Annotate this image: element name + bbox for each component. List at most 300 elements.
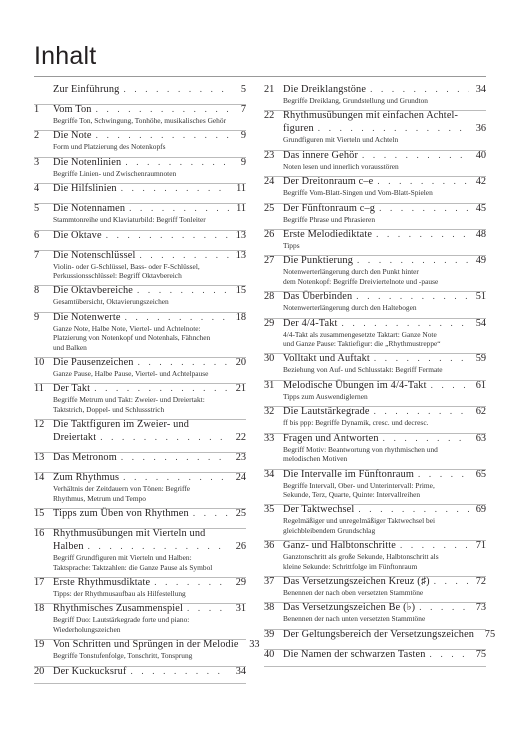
entry-title: Der Kuckucksruf	[53, 665, 127, 677]
toc-column-right	[264, 83, 496, 665]
entry-number: 5	[34, 203, 40, 215]
leader-dots	[356, 290, 469, 303]
entry-number: 23	[264, 149, 275, 161]
entry-page-number: 31	[235, 603, 246, 615]
entry-page-number: 75	[484, 628, 496, 640]
entry-description: Verhältnis der Zeitdauern von Tönen: Begriffe	[53, 484, 191, 494]
entry-title: Das Versetzungszeichen Kreuz (♯)	[283, 575, 430, 587]
entry-number: 37	[264, 575, 275, 587]
toc-entry-row	[34, 156, 246, 169]
entry-description: Begriffe Metrum und Takt: Zweier- und Dreiertakt:	[53, 395, 205, 405]
entry-title: Der Geltungsbereich der Versetzungszeichen	[283, 628, 475, 640]
entry-number: 24	[264, 176, 275, 188]
leader-dots	[125, 311, 229, 324]
toc-entry-row	[264, 379, 486, 392]
leader-dots	[400, 539, 469, 552]
entry-description: melodischen Motiven	[283, 454, 348, 464]
leader-dots	[379, 202, 469, 215]
title-divider	[34, 76, 486, 77]
toc-entry-row	[264, 539, 486, 552]
toc-entry-row	[264, 432, 486, 445]
entry-description: Taktstrich, Doppel- und Schlussstrich	[53, 404, 165, 414]
entry-number: 29	[264, 317, 275, 329]
toc-entry-row	[264, 628, 496, 641]
entry-title: Die Oktave	[53, 229, 102, 241]
leader-dots	[129, 202, 229, 215]
leader-dots	[376, 228, 469, 241]
entry-title: Die Intervalle im Fünftonraum	[283, 468, 415, 480]
entry-title: Ganz- und Halbtonschritte	[283, 540, 396, 552]
leader-dots	[137, 284, 229, 297]
entry-description: Benennen der nach unten versetzten Stammtöne	[283, 614, 426, 624]
entry-page-number: 45	[475, 202, 486, 214]
entry-divider	[34, 683, 246, 684]
entry-number: 40	[264, 648, 275, 660]
toc-entry-row	[264, 575, 486, 588]
toc-entry-row	[34, 182, 246, 195]
entry-number: 12	[34, 419, 45, 431]
entry-page-number: 13	[235, 229, 246, 241]
toc-entry-row	[264, 503, 486, 516]
toc-entry[interactable]	[34, 83, 246, 103]
entry-description: Begriff Grundfiguren mit Vierteln und Halben:	[53, 553, 192, 563]
entry-title: Rhythmisches Zusammenspiel	[53, 603, 184, 615]
leader-dots	[154, 576, 229, 589]
toc-entry[interactable]	[264, 317, 486, 353]
entry-title: Die Hilfslinien	[53, 183, 117, 195]
toc-entry-row	[264, 352, 486, 365]
entry-title-continued: Halben	[53, 541, 84, 553]
entry-title: Zur Einführung	[53, 84, 120, 95]
toc-entry-row	[34, 471, 246, 484]
toc-entry-row	[34, 665, 246, 678]
entry-number: 7	[34, 249, 40, 261]
entry-number: 9	[34, 311, 40, 323]
entry-number: 13	[34, 452, 45, 464]
entry-number: 38	[264, 602, 275, 614]
entry-number: 6	[34, 229, 40, 241]
toc-entry-row	[34, 602, 246, 615]
toc-entry[interactable]	[264, 109, 486, 148]
entry-page-number: 25	[235, 508, 246, 520]
toc-entry[interactable]	[34, 311, 246, 356]
entry-page-number: 11	[236, 183, 246, 195]
entry-page-number: 5	[240, 84, 246, 95]
toc-entry[interactable]	[34, 418, 246, 451]
entry-title: Die Dreiklangstöne	[283, 84, 367, 95]
toc-entry[interactable]	[264, 149, 486, 175]
entry-number: 2	[34, 130, 40, 142]
entry-title-continued: figuren	[283, 123, 314, 135]
toc-entry-row	[264, 122, 486, 135]
entry-description: Tipps zum Auswendiglernen	[283, 391, 368, 401]
toc-entry-row	[34, 249, 246, 262]
entry-page-number: 59	[475, 353, 486, 365]
toc-entry[interactable]	[34, 602, 246, 638]
entry-title: Von Schritten und Sprüngen in der Melodie	[53, 639, 239, 651]
entry-description: kleine Sekunde: Schrittfolge im Fünftonraum	[283, 561, 418, 571]
toc-entry-row	[34, 202, 246, 215]
toc-entry-row	[264, 254, 486, 267]
entry-description: Violin- oder G-Schlüssel, Bass- oder F-Schlüssel,	[53, 261, 200, 271]
entry-number: 19	[34, 639, 45, 651]
entry-title: Erste Rhythmusdiktate	[53, 576, 151, 588]
toc-entry[interactable]	[264, 628, 496, 648]
leader-dots	[430, 648, 469, 661]
toc-entry[interactable]	[34, 638, 260, 664]
leader-dots	[138, 356, 229, 369]
toc-entry[interactable]	[34, 576, 246, 602]
toc-entry[interactable]	[34, 103, 246, 129]
entry-title: Die Pausenzeichen	[53, 357, 134, 369]
entry-number: 31	[264, 379, 275, 391]
toc-entry-row	[34, 129, 246, 142]
entry-description: Begriffe Dreiklang, Grundstellung und Grundton	[283, 96, 428, 105]
leader-dots	[94, 382, 229, 395]
entry-page-number: 63	[475, 432, 486, 444]
entry-number: 17	[34, 576, 45, 588]
toc-entry-row	[264, 83, 486, 96]
entry-title: Die Namen der schwarzen Tasten	[283, 648, 426, 660]
entry-title: Die Notennamen	[53, 203, 126, 215]
entry-title: Der Dreitonraum c–e	[283, 176, 374, 188]
entry-description: Platzierung von Notenkopf und Notenhals, Fähnchen	[53, 333, 211, 343]
entry-number: 39	[264, 628, 275, 640]
leader-dots	[121, 451, 229, 464]
toc-entry-row	[34, 638, 260, 651]
entry-description: Rhythmus, Metrum und Tempo	[53, 493, 146, 503]
toc-entry[interactable]	[34, 507, 246, 527]
toc-entry[interactable]	[264, 254, 486, 290]
leader-dots	[418, 468, 469, 481]
leader-dots	[96, 103, 229, 116]
toc-entry-row	[264, 228, 486, 241]
entry-number: 10	[34, 357, 45, 369]
toc-entry-row	[264, 109, 486, 122]
entry-page-number: 33	[249, 639, 260, 651]
leader-dots	[342, 317, 469, 330]
entry-description: Ganze Note, Halbe Note, Viertel- und Achtelnote:	[53, 323, 201, 333]
entry-page-number: 7	[240, 104, 246, 115]
entry-page-number: 13	[235, 249, 246, 261]
toc-entry[interactable]	[34, 182, 246, 202]
toc-entry-row	[264, 317, 486, 330]
entry-title: Der Fünftonraum c–g	[283, 202, 376, 214]
entry-title: Das Überbinden	[283, 291, 353, 303]
entry-page-number: 34	[235, 665, 246, 677]
toc-entry[interactable]	[264, 175, 486, 201]
entry-description: gleichbleibendem Grundschlag	[283, 525, 376, 535]
entry-title: Rhythmusübungen mit einfachen Achtel-	[283, 110, 459, 122]
entry-description: dem Notenkopf: Begriffe Dreiviertelnote und -pause	[283, 276, 439, 286]
toc-entry[interactable]	[34, 129, 246, 155]
entry-number: 11	[34, 383, 44, 395]
leader-dots	[193, 507, 229, 520]
entry-description: Tipps	[283, 241, 300, 251]
entry-page-number: 72	[475, 575, 486, 587]
entry-description: Stammtonreihe und Klaviaturbild: Begriff Tonleiter	[53, 215, 206, 225]
entry-description: Begriffe Linien- und Zwischenraumnoten	[53, 168, 177, 178]
entry-description: Regelmäßiger und unregelmäßiger Taktwechsel bei	[283, 516, 436, 526]
entry-title: Das Metronom	[53, 452, 117, 464]
entry-description: Begriffe Vom-Blatt-Singen und Vom-Blatt-Spielen	[283, 188, 433, 198]
toc-entry-row	[264, 290, 486, 303]
leader-dots	[130, 665, 229, 678]
toc-entry[interactable]	[264, 228, 486, 254]
entry-title: Das Versetzungszeichen Be (♭)	[283, 602, 416, 614]
leader-dots	[88, 540, 229, 553]
entry-title: Die Taktfiguren im Zweier- und	[53, 419, 190, 431]
toc-entry[interactable]	[264, 352, 486, 378]
toc-entry[interactable]	[264, 539, 486, 575]
entry-page-number: 23	[235, 452, 246, 464]
entry-page-number: 71	[475, 540, 486, 552]
toc-entry[interactable]	[34, 471, 246, 507]
entry-page-number: 9	[240, 156, 246, 168]
toc-entry[interactable]	[264, 648, 486, 665]
entry-title: Die Lautstärkegrade	[283, 406, 370, 418]
leader-dots	[123, 471, 229, 484]
entry-title: Die Note	[53, 130, 92, 142]
entry-number: 35	[264, 504, 275, 516]
leader-dots	[121, 182, 229, 195]
entry-number: 21	[264, 84, 275, 95]
toc-entry-row	[34, 229, 246, 242]
entry-description: Benennen der nach oben versetzten Stammtöne	[283, 587, 424, 597]
entry-title: Das innere Gehör	[283, 149, 359, 161]
entry-number: 20	[34, 665, 45, 677]
toc-entry-row	[264, 202, 486, 215]
leader-dots	[419, 601, 469, 614]
toc-entry-row	[34, 431, 246, 444]
entry-description: Form und Platzierung des Notenkopfs	[53, 142, 166, 152]
entry-number: 34	[264, 468, 275, 480]
entry-description: Grundfiguren mit Vierteln und Achteln	[283, 135, 399, 145]
entry-number: 4	[34, 183, 40, 195]
entry-page-number: 9	[240, 130, 246, 142]
toc-entry-row	[34, 83, 246, 96]
entry-page-number: 15	[235, 285, 246, 297]
entry-title: Melodische Übungen im 4/4-Takt	[283, 379, 427, 391]
entry-title: Die Punktierung	[283, 255, 354, 267]
toc-entry[interactable]	[34, 156, 246, 182]
entry-description: Perkussionsschlüssel: Begriff Oktavbereich	[53, 271, 182, 281]
entry-page-number: 69	[475, 504, 486, 516]
entry-page-number: 54	[475, 317, 486, 329]
entry-page-number: 20	[235, 357, 246, 369]
toc-entry-row	[34, 576, 246, 589]
toc-entry[interactable]	[34, 284, 246, 310]
entry-page-number: 73	[475, 602, 486, 614]
toc-entry[interactable]	[264, 575, 486, 601]
toc-entry[interactable]	[264, 503, 486, 539]
entry-description: Begriffe Intervall, Ober- und Unterintervall: Prime,	[283, 480, 435, 490]
entry-title: Volltakt und Auftakt	[283, 353, 370, 365]
entry-title: Der 4/4-Takt	[283, 317, 338, 329]
entry-title: Tipps zum Üben von Rhythmen	[53, 508, 189, 520]
entry-description: Beziehung von Auf- und Schlusstakt: Begriff Fermate	[283, 365, 443, 375]
entry-description: Notenwerterlängerung durch den Haltebogen	[283, 303, 417, 313]
entry-page-number: 65	[475, 468, 486, 480]
toc-entry[interactable]	[264, 405, 486, 431]
entry-page-number: 75	[475, 648, 486, 660]
entry-page-number: 22	[235, 432, 246, 444]
entry-description: und Balken	[53, 342, 87, 352]
entry-number: 28	[264, 291, 275, 303]
entry-title: Die Notenwerte	[53, 311, 121, 323]
entry-title: Die Notenlinien	[53, 156, 122, 168]
entry-description: Gesamtübersicht, Oktavierungszeichen	[53, 297, 169, 307]
toc-entry[interactable]	[264, 290, 486, 316]
toc-entry[interactable]	[264, 432, 486, 468]
leader-dots	[100, 431, 229, 444]
toc-entry[interactable]	[264, 379, 486, 405]
toc-entry-row	[264, 468, 486, 481]
entry-page-number: 61	[475, 379, 486, 391]
entry-description: Begriffe Tonstufenfolge, Tonschritt, Tonsprung	[53, 651, 193, 661]
entry-number: 27	[264, 255, 275, 267]
toc-entry[interactable]	[34, 451, 246, 471]
entry-number: 36	[264, 540, 275, 552]
leader-dots	[370, 83, 469, 96]
entry-title: Vom Ton	[53, 104, 92, 115]
leader-dots	[140, 249, 230, 262]
toc-entry[interactable]	[264, 601, 486, 627]
entry-title: Der Takt	[53, 383, 91, 395]
leader-dots	[318, 122, 469, 135]
leader-dots	[431, 379, 469, 392]
entry-description: Begriffe Phrase und Phrasieren	[283, 214, 376, 224]
toc-entry[interactable]	[264, 468, 486, 504]
toc-entry-row	[34, 103, 246, 116]
toc-entry-row	[34, 356, 246, 369]
entry-number: 25	[264, 202, 275, 214]
entry-page-number: 34	[475, 84, 486, 95]
toc-entry-row	[264, 175, 486, 188]
toc-entry-row	[34, 311, 246, 324]
entry-number: 26	[264, 229, 275, 241]
entry-number: 32	[264, 406, 275, 418]
toc-entry-row	[34, 451, 246, 464]
toc-column-left	[34, 83, 260, 682]
leader-dots	[434, 575, 469, 588]
entry-title: Die Oktavbereiche	[53, 285, 134, 297]
entry-page-number: 49	[475, 255, 486, 267]
leader-dots	[374, 405, 469, 418]
entry-page-number: 62	[475, 406, 486, 418]
toc-entry[interactable]	[34, 527, 246, 576]
entry-title: Erste Melodiediktate	[283, 229, 373, 241]
entry-description: Ganztonschritt als große Sekunde, Halbtonschritt als	[283, 552, 439, 562]
toc-entry-row	[34, 284, 246, 297]
entry-description: Notenwerterlängerung durch den Punkt hinter	[283, 267, 419, 277]
entry-description: Sekunde, Terz, Quarte, Quinte: Intervallreihen	[283, 489, 421, 499]
leader-dots	[362, 149, 469, 162]
entry-page-number: 42	[475, 176, 486, 188]
toc-entry-row	[34, 382, 246, 395]
toc-entry[interactable]	[34, 202, 246, 228]
entry-page-number: 48	[475, 229, 486, 241]
toc-entry[interactable]	[34, 356, 246, 382]
entry-number: 30	[264, 353, 275, 365]
leader-dots	[377, 175, 469, 188]
entry-page-number: 18	[235, 311, 246, 323]
entry-page-number: 21	[235, 383, 246, 395]
leader-dots	[357, 254, 469, 267]
toc-entry[interactable]	[264, 83, 486, 109]
leader-dots	[358, 503, 469, 516]
entry-description: Ganze Pause, Halbe Pause, Viertel- und Achtelpause	[53, 369, 209, 379]
entry-page-number: 36	[475, 123, 486, 135]
toc-entry[interactable]	[34, 382, 246, 418]
leader-dots	[187, 602, 229, 615]
toc-entry[interactable]	[34, 249, 246, 285]
entry-description: und Ganze Pause: Taktiefigur: die „Rhythmustreppe“	[283, 339, 441, 349]
toc-entry-row	[34, 507, 246, 520]
entry-divider	[264, 666, 486, 667]
entry-description: Noten lesen und innerlich vorausstören	[283, 161, 399, 171]
toc-entry-row	[264, 601, 486, 614]
entry-number: 8	[34, 285, 40, 297]
leader-dots	[374, 352, 469, 365]
entry-page-number: 11	[236, 203, 246, 215]
entry-title: Fragen und Antworten	[283, 432, 379, 444]
entry-number: 16	[34, 528, 45, 540]
entry-description: Wiederholungszeichen	[53, 624, 121, 634]
toc-entry[interactable]	[34, 665, 246, 682]
entry-title: Die Notenschlüssel	[53, 249, 136, 261]
entry-number: 3	[34, 156, 40, 168]
toc-entry-row	[264, 149, 486, 162]
page-title: Inhalt	[34, 42, 97, 70]
leader-dots	[383, 432, 469, 445]
toc-entry-row	[34, 527, 246, 540]
leader-dots	[125, 156, 229, 169]
entry-title: Der Taktwechsel	[283, 504, 355, 516]
entry-description: Begriffe Ton, Schwingung, Tonhöhe, musikalisches Gehör	[53, 116, 227, 125]
toc-entry[interactable]	[34, 229, 246, 249]
entry-title-continued: Dreiertakt	[53, 432, 97, 444]
entry-number: 15	[34, 508, 45, 520]
entry-number: 18	[34, 603, 45, 615]
entry-page-number: 29	[235, 576, 246, 588]
entry-description: Taktsprache: Taktzahlen: die Ganze Pause als Symbol	[53, 562, 213, 572]
entry-title: Rhythmusübungen mit Vierteln und	[53, 528, 206, 540]
leader-dots	[96, 129, 229, 142]
leader-dots	[106, 229, 229, 242]
toc-entry[interactable]	[264, 202, 486, 228]
toc-entry-row	[34, 418, 246, 431]
entry-number: 1	[34, 104, 40, 115]
entry-number: 22	[264, 110, 275, 122]
entry-description: 4/4-Takt als zusammengesetzte Taktart: Ganze Note	[283, 329, 437, 339]
toc-entry-row	[34, 540, 246, 553]
toc-entry-row	[264, 648, 486, 661]
entry-page-number: 51	[475, 291, 486, 303]
entry-number: 14	[34, 472, 45, 484]
entry-description: ff bis ppp: Begriffe Dynamik, cresc. und decresc.	[283, 418, 429, 428]
entry-description: Begriff Duo: Lautstärkegrade forte und piano:	[53, 615, 190, 625]
entry-description: Begriff Motiv: Beantwortung von rhythmischen und	[283, 444, 438, 454]
entry-page-number: 40	[475, 149, 486, 161]
entry-page-number: 24	[235, 472, 246, 484]
leader-dots	[123, 83, 229, 96]
entry-description: Tipps: der Rhythmusaufbau als Hilfestellung	[53, 588, 186, 598]
entry-title: Zum Rhythmus	[53, 472, 120, 484]
toc-entry-row	[264, 405, 486, 418]
entry-number: 33	[264, 432, 275, 444]
entry-page-number: 26	[235, 541, 246, 553]
